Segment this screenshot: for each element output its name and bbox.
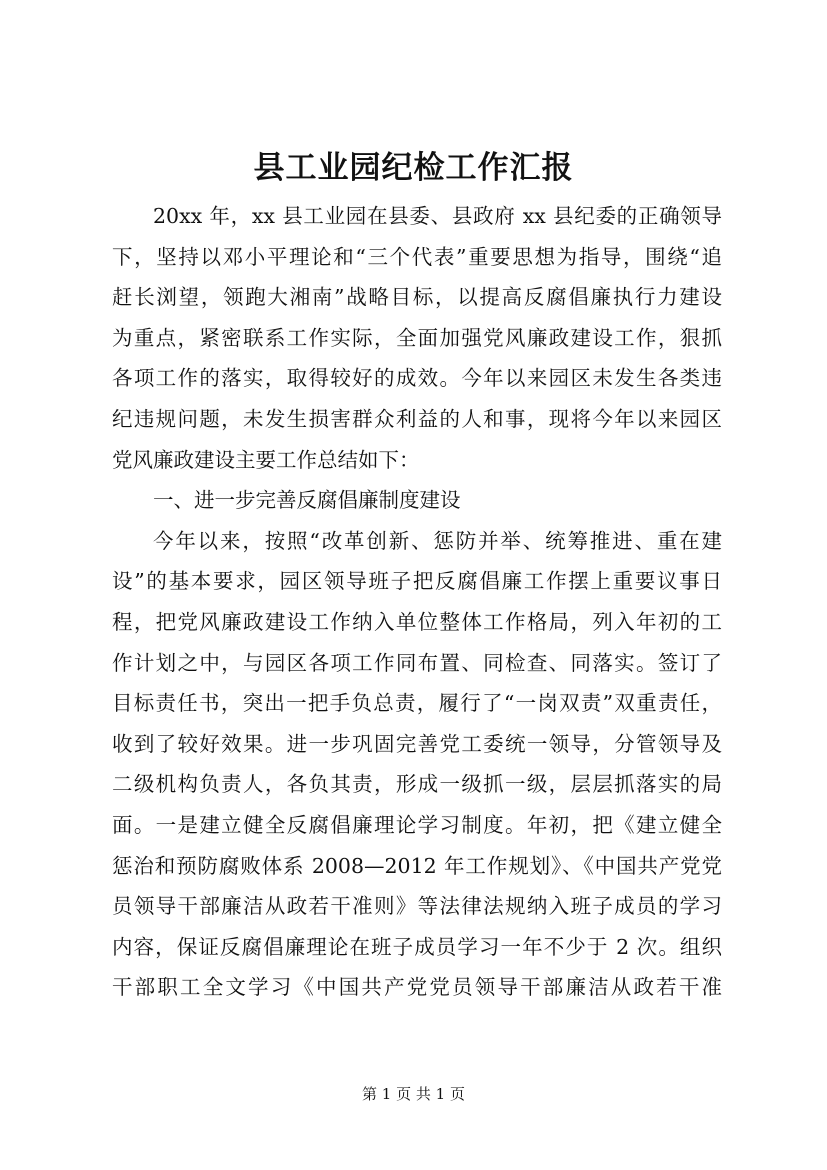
- paragraph-line: 设”的基本要求，园区领导班子把反腐倡廉工作摆上重要议事日: [112, 569, 722, 594]
- page-number-footer: 第 1 页 共 1 页: [362, 1085, 465, 1103]
- document-title: 县工业园纪检工作汇报: [253, 150, 574, 186]
- paragraph-line: 为重点，紧密联系工作实际，全面加强党风廉政建设工作，狠抓: [112, 325, 722, 350]
- paragraph-line: 目标责任书，突出一把手负总责，履行了“一岗双责”双重责任，: [112, 691, 722, 716]
- paragraph-line: 各项工作的落实，取得较好的成效。今年以来园区未发生各类违: [112, 366, 722, 391]
- paragraph-line: 作计划之中，与园区各项工作同布置、同检查、同落实。签订了: [112, 650, 722, 675]
- paragraph-line: 下，坚持以邓小平理论和“三个代表”重要思想为指导，围绕“追: [112, 244, 722, 269]
- paragraph-line: 干部职工全文学习《中国共产党党员领导干部廉洁从政若干准: [112, 975, 722, 1000]
- paragraph-line: 20xx 年，xx 县工业园在县委、县政府 xx 县纪委的正确领导: [153, 204, 722, 228]
- document-body: [112, 196, 722, 1008]
- paragraph-line: 收到了较好效果。进一步巩固完善党工委统一领导，分管领导及: [112, 731, 722, 756]
- paragraph-line: 面。一是建立健全反腐倡廉理论学习制度。年初，把《建立健全: [112, 812, 722, 837]
- paragraph-line: 程，把党风廉政建设工作纳入单位整体工作格局，列入年初的工: [112, 609, 722, 634]
- paragraph-line: 纪违规问题，未发生损害群众利益的人和事，现将今年以来园区: [112, 406, 722, 431]
- section-heading: 一、进一步完善反腐倡廉制度建设: [153, 488, 461, 513]
- paragraph-line: 员领导干部廉洁从政若干准则》等法律法规纳入班子成员的学习: [112, 894, 722, 919]
- paragraph-line: 二级机构负责人，各负其责，形成一级抓一级，层层抓落实的局: [112, 772, 722, 797]
- paragraph-line: 惩治和预防腐败体系 2008—2012 年工作规划》、《中国共产党党: [112, 853, 722, 878]
- paragraph-line: 今年以来，按照“改革创新、惩防并举、统筹推进、重在建: [153, 528, 722, 553]
- paragraph-line: 赶长浏望，领跑大湘南”战略目标，以提高反腐倡廉执行力建设: [112, 285, 722, 310]
- paragraph-line: 内容，保证反腐倡廉理论在班子成员学习一年不少于 2 次。组织: [112, 934, 722, 959]
- paragraph-line: 党风廉政建设主要工作总结如下：: [112, 447, 420, 472]
